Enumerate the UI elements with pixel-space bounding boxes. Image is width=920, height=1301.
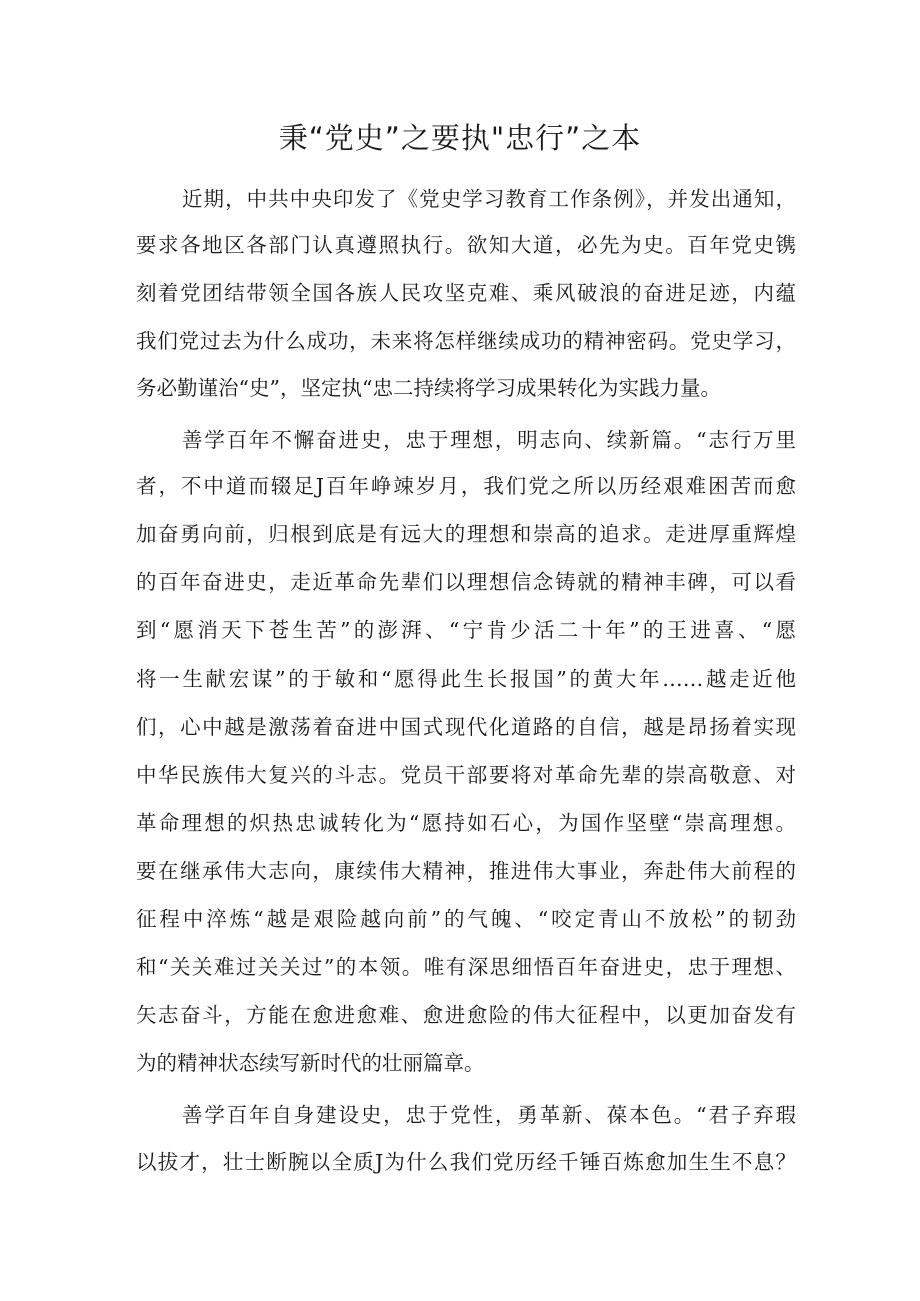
body-line: 加奋勇向前，归根到底是有远大的理想和崇高的追求。走进厚重辉煌 [136, 522, 796, 546]
body-line: 和“关关难过关关过”的本领。唯有深思细悟百年奋进史，忠于理想、 [136, 955, 796, 979]
body-line: 者，不中道而辍足J百年峥竦岁月，我们党之所以历经艰难困苦而愈 [136, 474, 796, 498]
body-line: 中华民族伟大复兴的斗志。党员干部要将对革命先辈的崇高敬意、对 [136, 763, 796, 787]
body-line: 为的精神状态续写新时代的壮丽篇章。 [136, 1051, 485, 1075]
body-line: 要求各地区各部门认真遵照执行。欲知大道，必先为史。百年党史镌 [136, 233, 796, 257]
body-line: 善学百年自身建设史，忠于党性，勇革新、葆本色。“君子弃瑕 [182, 1103, 796, 1127]
body-line: 到“愿消天下苍生苦”的澎湃、“宁肯少活二十年”的王进喜、“愿 [136, 618, 796, 642]
body-line: 的百年奋进史，走近革命先辈们以理想信念铸就的精神丰碑，可以看 [136, 570, 796, 594]
body-line: 们，心中越是激荡着奋进中国式现代化道路的自信，越是昂扬着实现 [136, 715, 796, 739]
body-line: 刻着党团结带领全国各族人民攻坚克难、乘风破浪的奋进足迹，内蕴 [136, 281, 796, 305]
body-line: 革命理想的炽热忠诚转化为“愿持如石心，为国作坚壁“崇高理想。 [136, 811, 796, 835]
body-line: 要在继承伟大志向，康续伟大精神，推进伟大事业，奔赴伟大前程的 [136, 859, 796, 883]
body-line: 将一生献宏谋”的于敏和“愿得此生长报国”的黄大年……越走近他 [136, 667, 796, 691]
body-line: 我们党过去为什么成功，未来将怎样继续成功的精神密码。党史学习， [136, 329, 796, 353]
page-title: 秉“党史”之要执"忠行”之本 [278, 121, 642, 155]
body-line: 近期，中共中央印发了《党史学习教育工作条例》，并发出通知， [182, 187, 796, 211]
body-line: 矢志奋斗，方能在愈进愈难、愈进愈险的伟大征程中，以更加奋发有 [136, 1003, 796, 1027]
body-line: 以拔才，壮士断腕以全质J为什么我们党历经千锤百炼愈加生生不息？ [136, 1150, 796, 1174]
body-line: 务必勤谨治“史”，坚定执“忠二持续将学习成果转化为实践力量。 [136, 376, 721, 400]
body-line: 征程中淬炼“越是艰险越向前”的气魄、“咬定青山不放松”的韧劲 [136, 907, 796, 931]
body-line: 善学百年不懈奋进史，忠于理想，明志向、续新篇。“志行万里 [182, 428, 796, 452]
